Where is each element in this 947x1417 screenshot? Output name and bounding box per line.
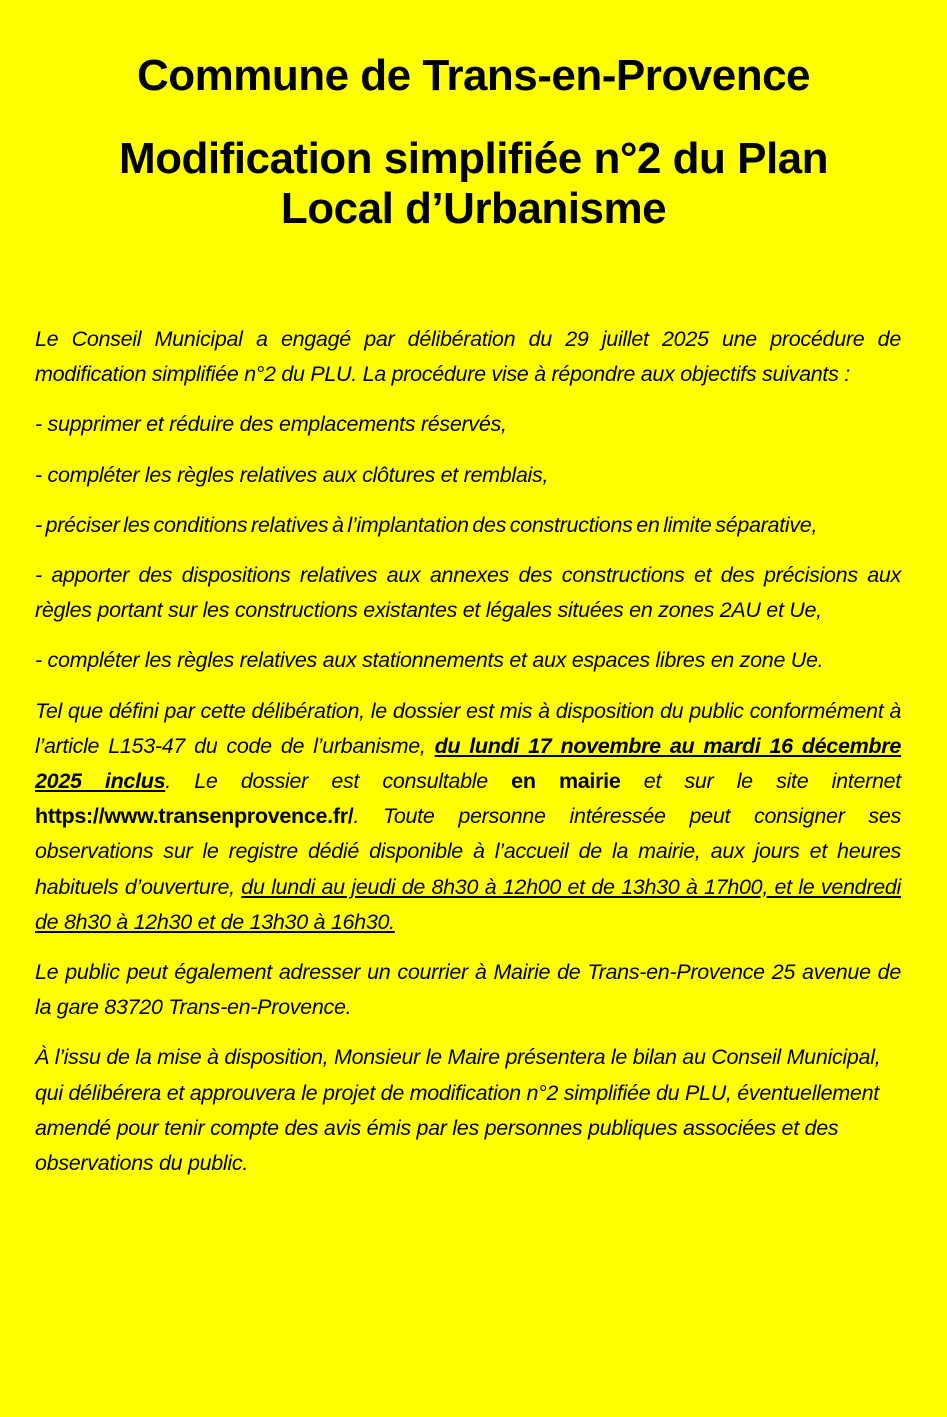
conclusion-paragraph: À l’issu de la mise à disposition, Monsieur le Maire présentera le bilan au Conseil Municipal, qui délibérera et approuvera le projet de modification n°2 simplifiée du PLU, éventuellement amendé pour tenir compte des avis émis par les personnes publiques associées et des observations du public. xyxy=(35,1045,881,1176)
notice-body xyxy=(35,322,901,1196)
availability-text-3: et sur le site internet xyxy=(620,769,901,794)
availability-paragraph xyxy=(35,694,901,940)
procedure-title-line1: Modification simplifiée n°2 du Plan xyxy=(118,134,829,183)
procedure-title-line2: Local d’Urbanisme xyxy=(280,184,667,233)
availability-text-2: . Le dossier est consultable xyxy=(165,769,512,794)
availability-location: en mairie xyxy=(511,769,621,794)
website-link[interactable]: https://www.transenprovence.fr/ xyxy=(35,804,354,829)
objective-item: - compléter les règles relatives aux clôtures et remblais, xyxy=(35,462,549,487)
objective-item: - préciser les conditions relatives à l’implantation des constructions en limite séparative, xyxy=(35,512,818,537)
availability-dates: du lundi 17 novembre au mardi 16 décembre 2025 inclus xyxy=(35,733,901,794)
mail-paragraph: Le public peut également adresser un courrier à Mairie de Trans-en-Provence 25 avenue de la gare 83720 Trans-en-Provence. xyxy=(35,960,901,1020)
availability-text-1: Tel que défini par cette délibération, le dossier est mis à disposition du public conformément à l’article L153-47 du code de l’urbanisme, xyxy=(35,698,901,758)
commune-title: Commune de Trans-en-Provence xyxy=(136,51,811,100)
opening-hours: du lundi au jeudi de 8h30 à 12h00 et de 13h30 à 17h00, et le vendredi de 8h30 à 12h30 et de 13h30 à 16h30. xyxy=(35,874,901,934)
objective-item: - compléter les règles relatives aux stationnements et aux espaces libres en zone Ue. xyxy=(35,648,824,673)
notice-header xyxy=(0,50,947,234)
availability-text-4: . Toute personne intéressée peut consigner ses observations sur le registre dédié disponible à l’accueil de la mairie, aux jours et heures habituels d’ouverture, xyxy=(35,804,901,899)
objective-item: - apporter des dispositions relatives aux annexes des constructions et des précisions aux règles portant sur les constructions existantes et légales situées en zones 2AU et Ue, xyxy=(35,563,901,623)
intro-paragraph: Le Conseil Municipal a engagé par délibération du 29 juillet 2025 une procédure de modification simplifiée n°2 du PLU. La procédure vise à répondre aux objectifs suivants : xyxy=(35,327,901,387)
objective-item: - supprimer et réduire des emplacements réservés, xyxy=(35,412,507,437)
